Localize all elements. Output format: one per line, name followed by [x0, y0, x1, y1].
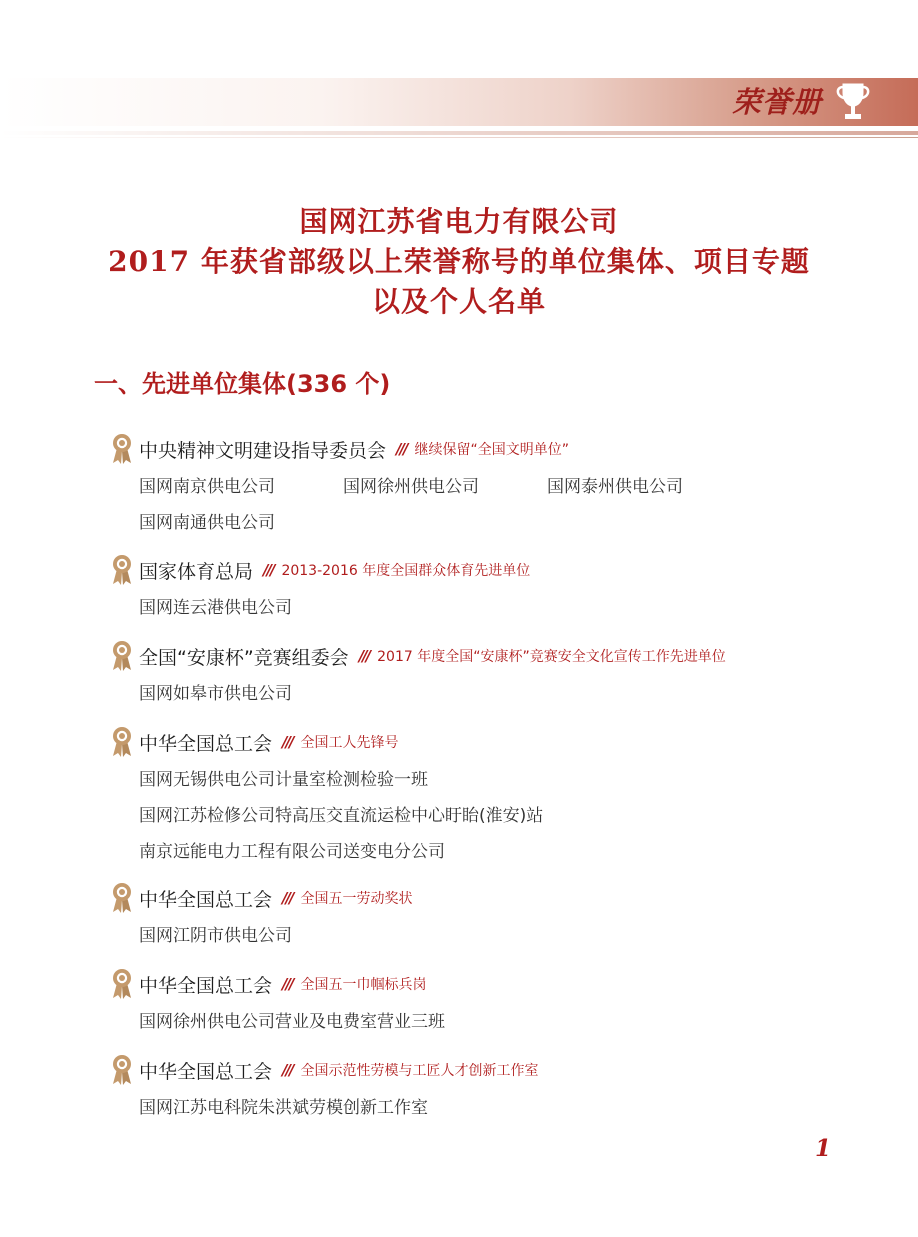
separator-slashes: ///	[282, 733, 293, 751]
award-ribbon-icon	[111, 968, 133, 1000]
honor-title: 全国五一巾帼标兵岗	[300, 977, 427, 993]
doc-title-line-3: 以及个人名单	[371, 285, 546, 318]
honor-entry	[111, 725, 543, 867]
brand-title: 荣誉册	[731, 85, 822, 119]
awarding-organization: 中央精神文明建设指导委员会	[139, 439, 387, 462]
award-ribbon-icon	[111, 433, 133, 465]
separator-slashes: ///	[263, 561, 274, 579]
award-ribbon-icon	[111, 554, 133, 586]
awarding-organization: 中华全国总工会	[139, 888, 273, 911]
honor-title: 全国五一劳动奖状	[300, 891, 413, 907]
header-divider	[0, 131, 918, 135]
awarded-unit: 国网南通供电公司	[139, 512, 275, 533]
awarded-unit: 国网徐州供电公司	[343, 476, 479, 497]
honor-entry	[111, 432, 751, 538]
separator-slashes: ///	[282, 889, 293, 907]
header-divider-thin	[0, 137, 918, 138]
honor-title: 全国工人先锋号	[300, 735, 399, 751]
page-number: 1	[815, 1135, 832, 1162]
separator-slashes: ///	[282, 975, 293, 993]
awarding-organization: 中华全国总工会	[139, 732, 273, 755]
awarded-unit: 国网江苏电科院朱洪斌劳模创新工作室	[139, 1097, 428, 1118]
award-ribbon-icon	[111, 1054, 133, 1086]
awarded-unit: 国网无锡供电公司计量室检测检验一班	[139, 769, 428, 790]
honor-entry	[111, 967, 445, 1037]
trophy-icon	[832, 80, 874, 124]
award-ribbon-icon	[111, 726, 133, 758]
honor-title: 继续保留“全国文明单位”	[414, 442, 569, 458]
honor-title: 2017 年度全国“安康杯”竞赛安全文化宣传工作先进单位	[377, 649, 726, 665]
awarded-unit: 国网江苏检修公司特高压交直流运检中心盱眙(淮安)站	[139, 805, 544, 826]
award-ribbon-icon	[111, 640, 133, 672]
doc-title-line-1: 国网江苏省电力有限公司	[299, 205, 619, 238]
section-heading: 一、先进单位集体(336 个)	[94, 370, 391, 398]
doc-title-line-2: 2017 年获省部级以上荣誉称号的单位集体、项目专题	[108, 245, 810, 278]
awarding-organization: 全国“安康杯”竞赛组委会	[139, 646, 349, 669]
awarded-unit: 国网江阴市供电公司	[139, 925, 292, 946]
honor-title: 2013-2016 年度全国群众体育先进单位	[281, 563, 531, 579]
awarded-unit: 南京远能电力工程有限公司送变电分公司	[139, 841, 445, 862]
awarded-unit: 国网南京供电公司	[139, 476, 275, 497]
awarded-unit: 国网泰州供电公司	[547, 476, 683, 497]
awarded-unit: 国网连云港供电公司	[139, 597, 292, 618]
awarding-organization: 中华全国总工会	[139, 974, 273, 997]
awarding-organization: 中华全国总工会	[139, 1060, 273, 1083]
awarding-organization: 国家体育总局	[139, 560, 254, 583]
awarded-unit: 国网徐州供电公司营业及电费室营业三班	[139, 1011, 445, 1032]
honor-entry	[111, 881, 412, 951]
honor-entry	[111, 553, 530, 623]
awarded-unit: 国网如皋市供电公司	[139, 683, 292, 704]
separator-slashes: ///	[396, 440, 407, 458]
separator-slashes: ///	[282, 1061, 293, 1079]
honor-entry	[111, 1053, 538, 1123]
honor-entry	[111, 639, 726, 709]
honor-title: 全国示范性劳模与工匠人才创新工作室	[300, 1063, 539, 1079]
award-ribbon-icon	[111, 882, 133, 914]
separator-slashes: ///	[358, 647, 370, 665]
